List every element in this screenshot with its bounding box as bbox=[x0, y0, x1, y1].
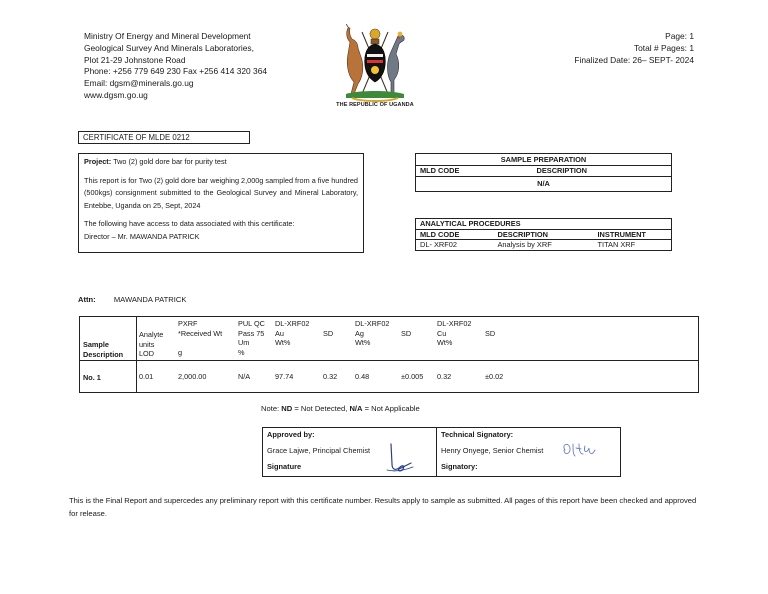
handwritten-signature-icon bbox=[383, 442, 415, 474]
header-pul-qc: PUL QC Pass 75 Um % bbox=[238, 319, 265, 357]
analytical-desc: Analysis by XRF bbox=[494, 240, 594, 251]
row-pul-qc: N/A bbox=[238, 372, 251, 381]
analytical-title: ANALYTICAL PROCEDURES bbox=[416, 219, 672, 230]
org-line: www.dgsm.go.ug bbox=[84, 89, 148, 100]
header-sd-au: SD bbox=[323, 328, 334, 338]
report-description: This report is for Two (2) gold dore bar weighing 2,000g sampled from a five hundred (500kgs) consignment submitted to the Geological Survey and Mineral Laboratory, Entebbe, Uganda on 25, Sept, 2024 bbox=[84, 175, 358, 210]
total-pages: Total # Pages: 1 bbox=[633, 42, 694, 53]
note-na: N/A bbox=[349, 404, 363, 413]
header-cu: DL-XRF02 Cu Wt% bbox=[437, 319, 472, 348]
row-received-wt: 2,000.00 bbox=[178, 372, 207, 381]
signature-block bbox=[262, 427, 621, 477]
sample-preparation-table bbox=[415, 153, 672, 192]
project-box bbox=[78, 153, 364, 253]
page-number: Page: 1 bbox=[665, 31, 694, 41]
crest-caption: THE REPUBLIC OF UGANDA bbox=[336, 102, 414, 108]
technical-name: Henry Onyege, Senior Chemist bbox=[441, 446, 544, 455]
attention-line bbox=[78, 295, 186, 304]
sample-prep-col-code: MLD CODE bbox=[416, 165, 511, 177]
org-line: Email: dgsm@minerals.go.ug bbox=[84, 78, 194, 89]
page-info-block bbox=[574, 31, 694, 66]
analytical-col-instrument: INSTRUMENT bbox=[594, 229, 672, 240]
analytical-code: DL- XRF02 bbox=[416, 240, 494, 251]
results-header-divider bbox=[80, 360, 698, 361]
org-address-block bbox=[84, 31, 267, 102]
row-au-sd: 0.32 bbox=[323, 372, 338, 381]
signatory-label: Signatory: bbox=[441, 462, 478, 471]
row-cu: 0.32 bbox=[437, 372, 452, 381]
technical-label: Technical Signatory: bbox=[441, 430, 514, 439]
director-line: Director – Mr. MAWANDA PATRICK bbox=[84, 231, 200, 241]
project-label: Project: bbox=[84, 157, 112, 166]
approved-name: Grace Lajwe, Principal Chemist bbox=[267, 446, 371, 455]
project-line bbox=[84, 156, 358, 169]
header-sample-description: Sample Description bbox=[83, 340, 124, 359]
technical-column bbox=[437, 428, 620, 476]
analytical-instrument: TITAN XRF bbox=[594, 240, 672, 251]
header-sd-ag: SD bbox=[401, 328, 412, 338]
sample-prep-value: N/A bbox=[416, 177, 672, 192]
certificate-title: CERTIFICATE OF MLDE 0212 bbox=[78, 131, 250, 144]
row-sample: No. 1 bbox=[83, 373, 101, 382]
row-ag-sd: ±0.005 bbox=[401, 372, 424, 381]
header-analyte: Analyte units LOD bbox=[139, 330, 164, 359]
org-line: Ministry Of Energy and Mineral Development bbox=[84, 31, 251, 41]
row-cu-sd: ±0.02 bbox=[485, 372, 504, 381]
handwritten-signature-icon bbox=[559, 440, 599, 464]
org-line: Phone: +256 779 649 230 Fax +256 414 320 364 bbox=[84, 66, 268, 77]
org-line: Geological Survey And Minerals Laboratories, bbox=[84, 42, 254, 53]
final-report-statement: This is the Final Report and supercedes any preliminary report with this certificate number. Results apply to sample as submitted. All pages of this report have been checked and approved for release. bbox=[69, 496, 697, 518]
results-column-divider bbox=[136, 317, 137, 392]
analytical-col-desc: DESCRIPTION bbox=[494, 229, 594, 240]
analytical-col-code: MLD CODE bbox=[416, 229, 494, 240]
attn-label: Attn: bbox=[78, 295, 96, 304]
row-ag: 0.48 bbox=[355, 372, 370, 381]
abbreviation-note: Note: ND = Not Detected, N/A = Not Applicable bbox=[261, 404, 420, 413]
project-value: Two (2) gold dore bar for purity test bbox=[113, 157, 227, 166]
uganda-coat-of-arms bbox=[330, 24, 420, 114]
coat-of-arms-icon bbox=[332, 24, 418, 104]
note-nd: ND bbox=[281, 404, 293, 413]
finalized-date: Finalized Date: 26– SEPT- 2024 bbox=[574, 54, 694, 65]
approved-label: Approved by: bbox=[267, 430, 315, 439]
access-line: The following have access to data associated with this certificate: bbox=[84, 219, 295, 228]
header-ag: DL-XRF02 Ag Wt% bbox=[355, 319, 390, 348]
results-table bbox=[79, 316, 699, 393]
header-au: DL-XRF02 Au Wt% bbox=[275, 319, 310, 348]
analytical-procedures-table bbox=[415, 218, 672, 251]
signature-label: Signature bbox=[267, 462, 302, 471]
header-sd-cu: SD bbox=[485, 328, 496, 338]
sample-prep-title: SAMPLE PREPARATION bbox=[416, 154, 672, 166]
org-line: Plot 21-29 Johnstone Road bbox=[84, 54, 186, 65]
approved-column bbox=[263, 428, 437, 476]
row-analyte: 0.01 bbox=[139, 372, 154, 381]
attn-name: MAWANDA PATRICK bbox=[113, 295, 187, 304]
header-pxrf: PXRF *Received Wt g bbox=[178, 319, 223, 357]
row-au: 97.74 bbox=[275, 372, 294, 381]
sample-prep-col-desc: DESCRIPTION bbox=[511, 165, 672, 177]
